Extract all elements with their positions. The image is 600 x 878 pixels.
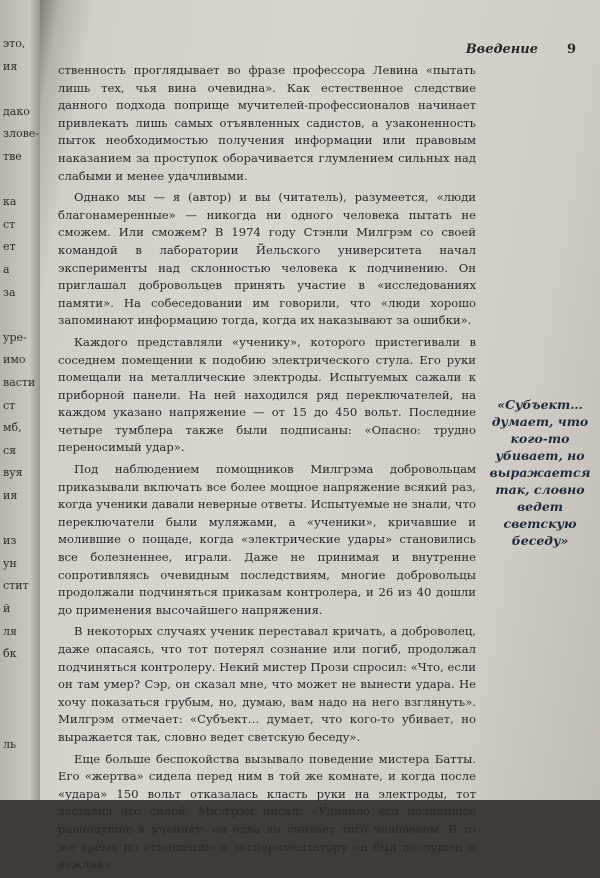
left-page-text-fragment: ия	[3, 59, 18, 73]
chapter-title: Введение	[465, 42, 538, 57]
paragraph: ственность проглядывает во фразе профессора Левина «пытать лишь тех, чья вина очевидна». Как естественное следствие данного подхода поприще мучителей-профессионалов начинает привлекать лишь самых отъявленных садистов, а узаконенность пыток необходимостью получения информации или правовым наказанием за проступок оборачивается глумлением сильных над слабыми и менее удачливыми.	[58, 63, 476, 183]
left-page-text-fragment: ся	[3, 443, 17, 457]
left-page-text-fragment: бк	[3, 647, 17, 661]
paragraph: Под наблюдением помощников Милгрэма добровольцам приказывали включать все более мощное напряжение всякий раз, когда ученики давали неверные ответы. Испытуемые не знали, что переключатели были муляжами, а «ученики», кричавшие и молившие о пощаде, когда «электрические удары» становились все болезненнее, играли. Даже не принимая и внутренне сопротивляясь очевидным последствиям, многие добровольцы продолжали подчиняться приказам контролера, и 26 из 40 дошли до применения высочайшего напряжения.	[58, 462, 476, 617]
left-page-text-fragment: это,	[3, 37, 26, 50]
left-page-text-fragment: злове-	[3, 127, 40, 141]
left-page-text-fragment: из	[3, 534, 17, 548]
running-header	[40, 42, 600, 64]
left-page-text-fragment: уре-	[3, 330, 27, 344]
pull-quote: «Субъект… думает, что кого-то убивает, но выражается так, словно ведет светскую беседу»	[489, 397, 591, 548]
body-text	[58, 62, 476, 878]
left-page-text-fragment: ст	[3, 217, 16, 231]
left-page-text-fragment: ка	[3, 195, 17, 209]
left-page-text-fragment: мб,	[3, 421, 22, 435]
left-page-text-fragment: вуя	[3, 466, 23, 480]
left-page-text-fragment: васти	[3, 376, 36, 389]
paragraph: Однако мы — я (автор) и вы (читатель), разумеется, «люди благонамеренные» — никогда ни одного человека пытать не сможем. Или сможем? В 1974 году Стэнли Милгрэм со своей командой в лаборатории Йельского университета начал эксперименты над склонностью человека к подчинению. Он приглашал добровольцев принять участие в «исследованиях памяти». На собеседовании им говорили, что «люди хорошо запоминают информацию тогда, когда их наказывают за ошибки».	[58, 190, 476, 328]
left-page-text-fragment: ля	[3, 624, 17, 638]
left-page-text-fragment: ст	[3, 398, 16, 412]
paragraph: В некоторых случаях ученик переставал кричать, а доброволец, даже опасаясь, что тот потерял сознание или погиб, продолжал подчиняться контролеру. Некий мистер Прози спросил: «Что, если он там умер? Сэр, он сказал мне, что может не вынести удара. Не хочу показаться грубым, но, думаю, вам надо на него взглянуть». Милгрэм отмечает: «Субъект… думает, что кого-то убивает, но выражается так, словно ведет светскую беседу».	[58, 624, 476, 744]
paragraph: Каждого представляли «ученику», которого пристегивали в соседнем помещении к подобию электрического стула. Его руки помещали на металлические электроды. Испытуемых сажали к приборной панели. На ней находился ряд переключателей, на каждом указано напряжение — от 15 до 450 вольт. Последние четыре тумблера также были подписаны: «Опасно: трудно переносимый удар».	[58, 334, 476, 455]
left-page-text-fragment: дако	[3, 104, 30, 118]
left-page-edge	[0, 0, 42, 800]
book-page	[40, 0, 600, 872]
left-page-text-fragment: имо	[3, 353, 26, 367]
left-page-text-fragment: ия	[3, 489, 18, 502]
left-page-text-fragment: стит	[3, 579, 29, 593]
page-number: 9	[566, 42, 576, 57]
left-page-text-fragment: за	[3, 285, 16, 299]
left-page-text-fragment: тве	[3, 150, 22, 163]
left-page-text-fragment: а	[3, 263, 10, 276]
left-page-text-fragment: й	[3, 602, 11, 615]
left-page-text-fragment: ет	[3, 240, 16, 254]
left-page-text-fragment: ль	[3, 737, 16, 751]
paragraph: Еще больше беспокойства вызывало поведение мистера Батты. Его «жертва» сидела перед ним в той же комнате, и когда после «удара» 150 вольт отказалась класть руки на электроды, тот заставил его силой. Милгрэм писал: «Удивило его полнейшее равнодушие к ученику: он едва ли считает того человеком. В то же время по отношению к экспериментатору он был послушен и вежлив».	[58, 751, 476, 872]
left-page-text-fragment: ун	[3, 556, 17, 570]
